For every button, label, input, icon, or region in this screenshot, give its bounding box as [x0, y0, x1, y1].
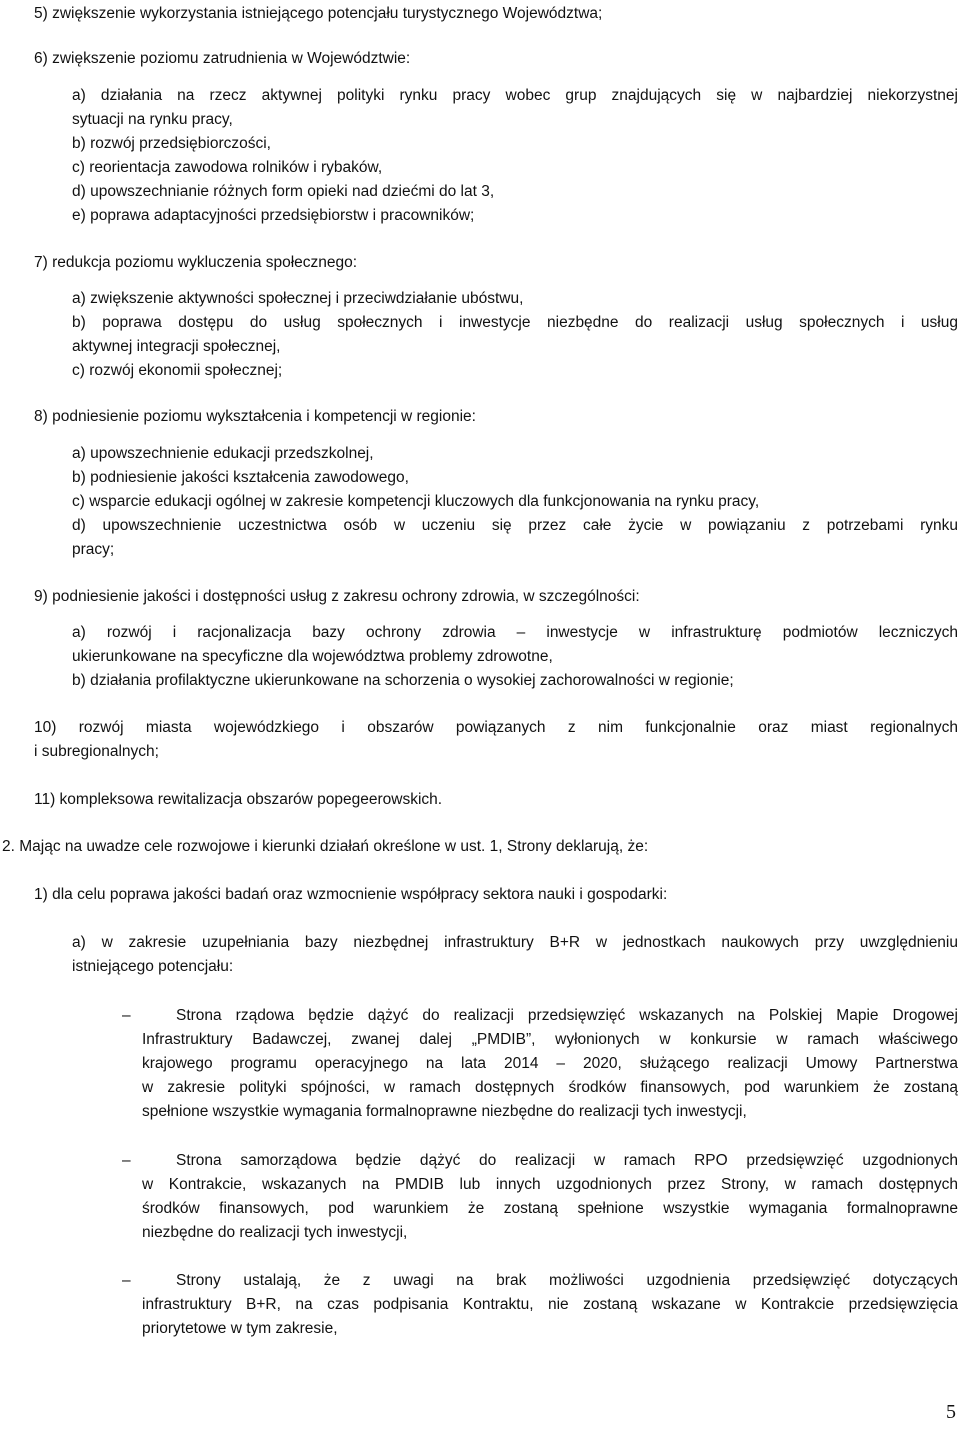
list-item-7c: c) rozwój ekonomii społecznej;: [72, 362, 283, 379]
list-item-9: 9) podniesienie jakości i dostępności usług z zakresu ochrony zdrowia, w szczególności:: [34, 588, 640, 605]
list-item-6a-line1: a) działania na rzecz aktywnej polityki rynku pracy wobec grup znajdujących się w najbardziej niekorzystnej: [72, 87, 958, 104]
list-item-7b-line2: aktywnej integracji społecznej,: [72, 338, 281, 355]
list-item-6c: c) reorientacja zawodowa rolników i rybaków,: [72, 159, 383, 176]
page-number: 5: [946, 1401, 956, 1423]
bullet-3-line: priorytetowe w tym zakresie,: [142, 1320, 338, 1337]
list-item-6a-line2: sytuacji na rynku pracy,: [72, 111, 233, 128]
bullet-3-line: Strony ustalają, że z uwagi na brak możliwości uzgodnienia przedsięwzięć dotyczących: [176, 1272, 958, 1289]
paragraph-2-item-1a-line2: istniejącego potencjału:: [72, 958, 234, 975]
bullet-2-line: w Kontrakcie, wskazanych na PMDIB lub innych uzgodnionych przez Strony, w ramach dostępnych: [142, 1176, 958, 1193]
bullet-1-line: krajowego programu operacyjnego na lata 2014 – 2020, służącego realizacji Umowy Partnerstwa: [142, 1055, 958, 1072]
bullet-2-line: środków finansowych, pod warunkiem że zostaną spełnione wszystkie wymagania formalnoprawne: [142, 1200, 958, 1217]
list-item-7b-line1: b) poprawa dostępu do usług społecznych i inwestycje niezbędne do realizacji usług społecznych i usług: [72, 314, 958, 331]
paragraph-2: 2. Mając na uwadze cele rozwojowe i kierunki działań określone w ust. 1, Strony deklarują, że:: [2, 838, 649, 855]
bullet-1-line: spełnione wszystkie wymagania formalnoprawne niezbędne do realizacji tych inwestycji,: [142, 1103, 747, 1120]
bullet-2-line: Strona samorządowa będzie dążyć do realizacji w ramach RPO przedsięwzięć uzgodnionych: [176, 1152, 958, 1169]
list-item-9b: b) działania profilaktyczne ukierunkowane na schorzenia o wysokiej zachorowalności w regionie;: [72, 672, 734, 689]
bullet-3-line: infrastruktury B+R, na czas podpisania Kontraktu, nie zostaną wskazane w Kontrakcie przedsięwzięcia: [142, 1296, 958, 1313]
list-item-9a-line2: ukierunkowane na specyficzne dla województwa problemy zdrowotne,: [72, 648, 553, 665]
list-item-8d-line1: d) upowszechnienie uczestnictwa osób w uczeniu się przez całe życie w powiązaniu z potrzebami rynku: [72, 517, 958, 534]
list-item-7a: a) zwiększenie aktywności społecznej i przeciwdziałanie ubóstwu,: [72, 290, 524, 307]
dash-bullet: –: [122, 1152, 131, 1169]
list-item-5: 5) zwiększenie wykorzystania istniejącego potencjału turystycznego Województwa;: [34, 5, 603, 22]
bullet-item-2: [122, 1149, 958, 1245]
bullet-1-line: w zakresie polityki spójności, w ramach dostępnych środków finansowych, pod warunkiem że zostaną: [142, 1079, 958, 1096]
list-item-6e: e) poprawa adaptacyjności przedsiębiorstw i pracowników;: [72, 207, 475, 224]
bullet-1-line: Infrastruktury Badawczej, zwanej dalej „PMDIB”, wyłonionych w konkursie w ramach właściwego: [142, 1031, 958, 1048]
bullet-item-3: [122, 1269, 958, 1341]
list-item-11: 11) kompleksowa rewitalizacja obszarów popegeerowskich.: [34, 791, 443, 808]
list-item-10-line2: i subregionalnych;: [34, 743, 159, 760]
list-item-6: 6) zwiększenie poziomu zatrudnienia w Województwie:: [34, 50, 411, 67]
list-item-9a-line1: a) rozwój i racjonalizacja bazy ochrony zdrowia – inwestycje w infrastrukturę podmiotów leczniczych: [72, 624, 958, 641]
list-item-8a: a) upowszechnienie edukacji przedszkolnej,: [72, 445, 374, 462]
bullet-2-line: niezbędne do realizacji tych inwestycji,: [142, 1224, 408, 1241]
list-item-10-line1: 10) rozwój miasta wojewódzkiego i obszarów powiązanych z nim funkcjonalnie oraz miast regionalnych: [34, 719, 958, 736]
list-item-8c: c) wsparcie edukacji ogólnej w zakresie kompetencji kluczowych dla funkcjonowania na rynku pracy,: [72, 493, 760, 510]
list-item-8: 8) podniesienie poziomu wykształcenia i kompetencji w regionie:: [34, 408, 476, 425]
list-item-6d: d) upowszechnianie różnych form opieki nad dziećmi do lat 3,: [72, 183, 495, 200]
bullet-1-line: Strona rządowa będzie dążyć do realizacji przedsięwzięć wskazanych na Polskiej Mapie Drogowej: [176, 1007, 958, 1024]
list-item-7: 7) redukcja poziomu wykluczenia społecznego:: [34, 254, 358, 271]
paragraph-2-item-1: 1) dla celu poprawa jakości badań oraz wzmocnienie współpracy sektora nauki i gospodarki:: [34, 886, 668, 903]
list-item-8b: b) podniesienie jakości kształcenia zawodowego,: [72, 469, 409, 486]
paragraph-2-item-1a-line1: a) w zakresie uzupełniania bazy niezbędnej infrastruktury B+R w jednostkach naukowych przy uwzględnieniu: [72, 934, 958, 951]
bullet-item-1: [122, 1004, 958, 1124]
dash-bullet: –: [122, 1007, 131, 1024]
dash-bullet: –: [122, 1272, 131, 1289]
list-item-8d-line2: pracy;: [72, 541, 115, 558]
list-item-6b: b) rozwój przedsiębiorczości,: [72, 135, 271, 152]
